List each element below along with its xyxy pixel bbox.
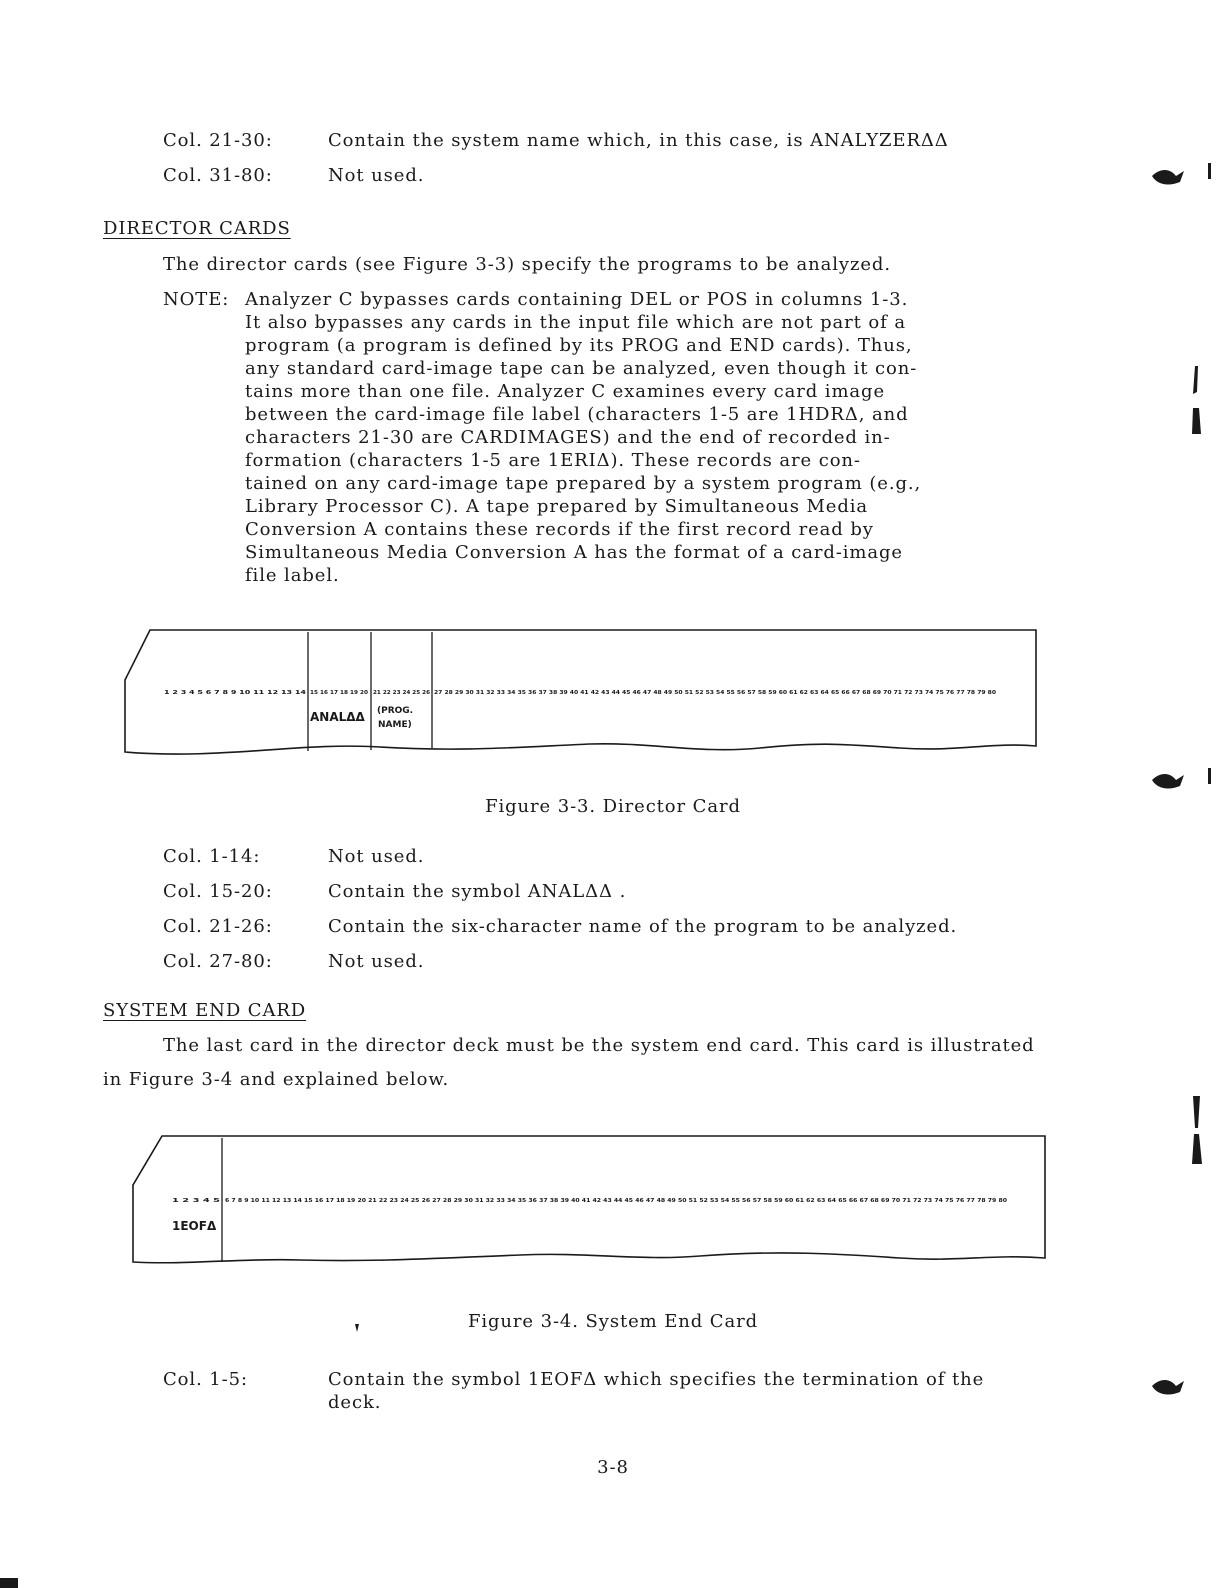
- director-card-outline: [125, 630, 1036, 754]
- note-line: between the card-image file label (characters 1-5 are 1HDRΔ, and: [245, 404, 909, 425]
- system-end-para-line1: The last card in the director deck must be the system end card. This card is illustrated: [163, 1035, 1035, 1056]
- col-21-30-label: Col. 21-30:: [163, 130, 273, 151]
- field-prog-name-line2: NAME): [378, 720, 412, 730]
- note-line: It also bypasses any cards in the input file which are not part of a: [245, 312, 906, 333]
- edge-mark: [1193, 1096, 1200, 1128]
- note-line: tains more than one file. Analyzer C examines every card image: [245, 381, 886, 402]
- column-numbers-6-80: 6 7 8 9 10 11 12 13 14 15 16 17 18 19 20 21 22 23 24 25 26 27 28 29 30 31 32 33 34 35 36 37 38 39 40 41 42 43 44 45 46 47 48 49 50 51 52 53 54 55 56 57 58 59 60 61 62 63 64 65 66 67 68 69 70 71 72 73 74 75 76 77 78 79 80: [225, 1198, 1008, 1204]
- col-31-80-desc: Not used.: [328, 165, 425, 186]
- note-line: tained on any card-image tape prepared by a system program (e.g.,: [245, 473, 922, 494]
- note-line: Library Processor C). A tape prepared by Simultaneous Media: [245, 496, 869, 517]
- column-numbers-15-20: 15 16 17 18 19 20: [310, 690, 369, 696]
- column-numbers-21-26: 21 22 23 24 25 26: [373, 690, 431, 696]
- column-numbers-27-80: 27 28 29 30 31 32 33 34 35 36 37 38 39 40 41 42 43 44 45 46 47 48 49 50 51 52 53 54 55 56 57 58 59 60 61 62 63 64 65 66 67 68 69 70 71 72 73 74 75 76 77 78 79 80: [434, 690, 997, 696]
- col-21-30-desc: Contain the system name which, in this case, is ANALYZERΔΔ: [328, 130, 949, 151]
- note-line: characters 21-30 are CARDIMAGES) and the end of recorded in-: [245, 427, 891, 448]
- col-21-26-desc: Contain the six-character name of the program to be analyzed.: [328, 916, 958, 937]
- note-line: file label.: [245, 565, 340, 586]
- director-card-diagram: [125, 630, 1036, 754]
- col-1-5-desc-line1: Contain the symbol 1EOFΔ which specifies the termination of the: [328, 1369, 985, 1390]
- figure-3-4-caption: Figure 3-4. System End Card: [467, 1311, 759, 1332]
- edge-mark: [1192, 1134, 1202, 1164]
- figure-3-3-caption: Figure 3-3. Director Card: [485, 796, 741, 817]
- system-end-para-line2: in Figure 3-4 and explained below.: [103, 1069, 450, 1090]
- note-line: formation (characters 1-5 are 1ERIΔ). These records are con-: [245, 450, 861, 471]
- edge-mark: [1193, 366, 1198, 394]
- field-symbol-1eof: 1EOFΔ: [172, 1219, 217, 1233]
- edge-mark: [1192, 408, 1201, 434]
- director-intro: The director cards (see Figure 3-3) specify the programs to be analyzed.: [163, 254, 891, 275]
- hole-punch-mark: [1152, 774, 1184, 788]
- field-prog-name-line1: (PROG.: [377, 706, 414, 716]
- note-body: [245, 288, 945, 587]
- system-end-card-heading: SYSTEM END CARD: [103, 1000, 307, 1021]
- col-1-14-label: Col. 1-14:: [163, 846, 261, 867]
- col-27-80-label: Col. 27-80:: [163, 951, 273, 972]
- col-1-5-label: Col. 1-5:: [163, 1369, 248, 1390]
- hole-punch-mark: [1152, 1380, 1184, 1394]
- column-numbers-1-14: 1 2 3 4 5 6 7 8 9 10 11 12 13 14: [164, 690, 307, 696]
- col-1-5-desc-line2: deck.: [328, 1392, 382, 1413]
- edge-mark: [1208, 163, 1211, 179]
- director-cards-heading: DIRECTOR CARDS: [103, 218, 291, 239]
- col-15-20-desc: Contain the symbol ANALΔΔ .: [328, 881, 627, 902]
- system-end-card-outline: [133, 1136, 1045, 1263]
- column-numbers-1-5: 1 2 3 4 5: [172, 1198, 221, 1204]
- note-line: any standard card-image tape can be analyzed, even though it con-: [245, 358, 918, 379]
- corner-mark: [0, 1578, 18, 1588]
- page-number: 3-8: [597, 1457, 629, 1478]
- note-label: NOTE:: [163, 289, 230, 310]
- system-end-card-diagram: [133, 1136, 1045, 1263]
- field-symbol-anal: ANALΔΔ: [310, 710, 365, 724]
- hole-punch-mark: [1152, 170, 1184, 184]
- note-line: Analyzer C bypasses cards containing DEL or POS in columns 1-3.: [245, 289, 909, 310]
- col-27-80-desc: Not used.: [328, 951, 425, 972]
- col-15-20-label: Col. 15-20:: [163, 881, 273, 902]
- note-line: Simultaneous Media Conversion A has the format of a card-image: [245, 542, 903, 563]
- col-1-14-desc: Not used.: [328, 846, 425, 867]
- col-31-80-label: Col. 31-80:: [163, 165, 273, 186]
- edge-mark: [1208, 768, 1211, 784]
- note-line: Conversion A contains these records if the first record read by: [245, 519, 874, 540]
- note-line: program (a program is defined by its PROG and END cards). Thus,: [245, 335, 913, 356]
- col-21-26-label: Col. 21-26:: [163, 916, 273, 937]
